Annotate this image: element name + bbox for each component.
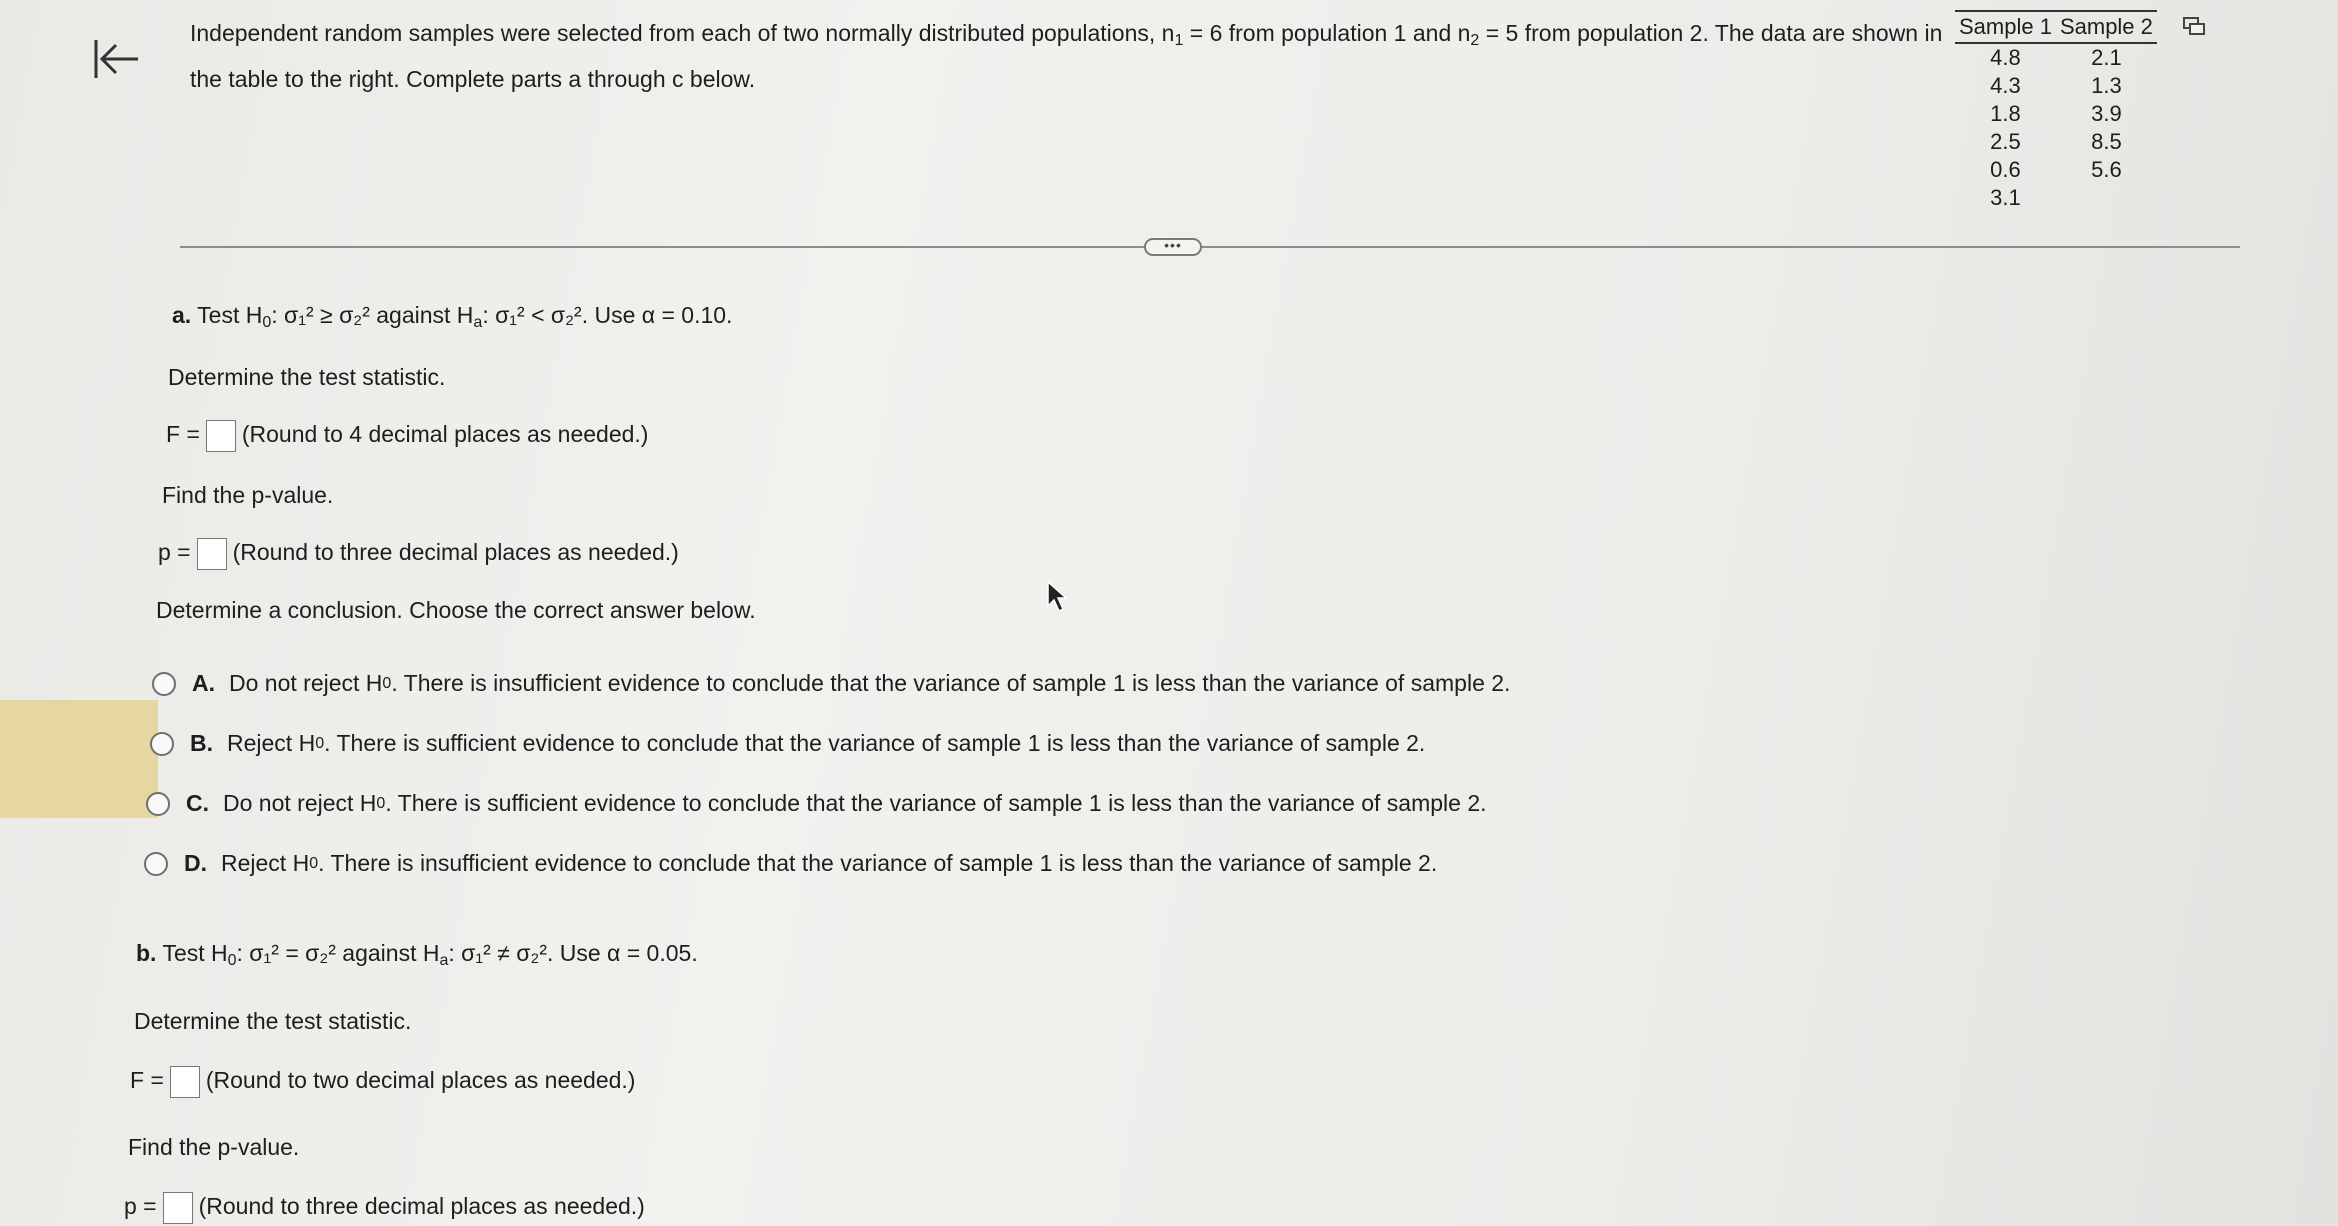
table-cell: 3.1 — [1990, 185, 2021, 210]
part-a-find-p: Find the p-value. — [162, 482, 334, 508]
part-a-ha-expression: : σ₁² < σ₂². Use α = 0.10. — [482, 302, 733, 328]
back-icon[interactable] — [90, 34, 144, 84]
option-d[interactable] — [144, 850, 1437, 877]
intro-text-3: = 5 from population 2. The data are shown in — [1479, 20, 1943, 46]
intro-text-1: Independent random samples were selected from each of two normally distributed populations, n — [190, 20, 1175, 46]
f-label: F = — [130, 1067, 164, 1094]
part-b-ha-expression: : σ₁² ≠ σ₂². Use α = 0.05. — [448, 940, 698, 966]
f-hint: (Round to 4 decimal places as needed.) — [241, 421, 649, 448]
f-hint: (Round to two decimal places as needed.) — [205, 1067, 636, 1094]
part-b-question — [136, 940, 698, 970]
ha-subscript: a — [439, 952, 449, 969]
option-text-pre: Do not reject H — [229, 670, 383, 696]
part-a-p-input[interactable] — [197, 538, 227, 570]
option-subscript: 0 — [309, 854, 319, 872]
table-cell: 4.8 — [1990, 45, 2021, 70]
p-label: p = — [124, 1193, 157, 1220]
n2-subscript: 2 — [1470, 32, 1480, 49]
n1-subscript: 1 — [1174, 32, 1184, 49]
part-a-f-input[interactable] — [206, 420, 236, 452]
option-c[interactable] — [146, 790, 1487, 817]
part-a-label: a. — [172, 302, 192, 328]
option-subscript: 0 — [376, 794, 386, 812]
copy-table-icon[interactable] — [2182, 16, 2206, 38]
intro-text-line2: the table to the right. Complete parts a through c below. — [190, 66, 756, 92]
option-letter: A. — [192, 670, 215, 696]
header-sample-2: Sample 2 — [2056, 11, 2157, 43]
part-a-test-text: Test H — [197, 302, 263, 328]
option-text-post: . There is insufficient evidence to conclude that the variance of sample 1 is less than the variance of sample 2. — [391, 670, 1511, 696]
intro-text-2: = 6 from population 1 and n — [1183, 20, 1471, 46]
option-text-post: . There is sufficient evidence to conclude that the variance of sample 1 is less than the variance of sample 2. — [324, 730, 1426, 756]
option-text-pre: Do not reject H — [223, 790, 377, 816]
section-divider — [180, 246, 2240, 248]
table-cell: 3.9 — [2091, 101, 2122, 126]
option-a[interactable] — [152, 670, 1510, 697]
part-a-p-row — [158, 538, 679, 570]
table-row — [1955, 72, 2157, 100]
ha-subscript: a — [473, 314, 483, 331]
header-sample-1: Sample 1 — [1955, 11, 2056, 43]
h0-subscript: 0 — [262, 314, 272, 331]
option-text-pre: Reject H — [227, 730, 316, 756]
table-row — [1955, 100, 2157, 128]
radio-option-d[interactable] — [144, 852, 168, 876]
part-b-find-p: Find the p-value. — [128, 1134, 300, 1160]
option-text-post: . There is insufficient evidence to conclude that the variance of sample 1 is less than the variance of sample 2. — [318, 850, 1438, 876]
option-letter: D. — [184, 850, 207, 876]
left-highlight-bar — [0, 700, 158, 818]
mouse-pointer-icon — [1046, 580, 1068, 614]
table-row — [1955, 184, 2157, 212]
p-hint: (Round to three decimal places as needed.) — [232, 539, 679, 566]
part-a-question — [172, 302, 732, 332]
table-cell: 0.6 — [1990, 157, 2021, 182]
h0-subscript: 0 — [227, 952, 237, 969]
part-b-f-row — [130, 1066, 635, 1098]
problem-intro — [190, 14, 1970, 98]
part-a-conclusion-prompt: Determine a conclusion. Choose the correct answer below. — [156, 597, 756, 623]
option-letter: B. — [190, 730, 213, 756]
part-b-p-row — [124, 1192, 645, 1224]
expand-dots-button[interactable]: ••• — [1144, 238, 1202, 256]
table-row — [1955, 156, 2157, 184]
sample-data-table — [1955, 10, 2157, 212]
part-b-test-text: Test H — [162, 940, 228, 966]
part-a-h0-expression: : σ₁² ≥ σ₂² against H — [271, 302, 474, 328]
p-hint: (Round to three decimal places as needed.) — [198, 1193, 645, 1220]
table-cell: 5.6 — [2091, 157, 2122, 182]
radio-option-b[interactable] — [150, 732, 174, 756]
option-subscript: 0 — [315, 734, 325, 752]
table-cell: 4.3 — [1990, 73, 2021, 98]
table-cell: 8.5 — [2091, 129, 2122, 154]
f-label: F = — [166, 421, 200, 448]
radio-option-a[interactable] — [152, 672, 176, 696]
table-row — [1955, 128, 2157, 156]
option-subscript: 0 — [382, 674, 392, 692]
part-a-f-row — [166, 420, 648, 452]
part-a-determine-statistic: Determine the test statistic. — [168, 364, 446, 390]
p-label: p = — [158, 539, 191, 566]
option-b[interactable] — [150, 730, 1425, 757]
option-text-post: . There is sufficient evidence to conclude that the variance of sample 1 is less than the variance of sample 2. — [385, 790, 1487, 816]
table-cell: 2.5 — [1990, 129, 2021, 154]
table-cell: 1.8 — [1990, 101, 2021, 126]
part-b-f-input[interactable] — [170, 1066, 200, 1098]
table-row — [1955, 43, 2157, 72]
option-text-pre: Reject H — [221, 850, 310, 876]
option-letter: C. — [186, 790, 209, 816]
table-cell: 2.1 — [2091, 45, 2122, 70]
part-b-p-input[interactable] — [163, 1192, 193, 1224]
part-b-determine-statistic: Determine the test statistic. — [134, 1008, 412, 1034]
radio-option-c[interactable] — [146, 792, 170, 816]
part-b-label: b. — [136, 940, 157, 966]
part-b-h0-expression: : σ₁² = σ₂² against H — [236, 940, 440, 966]
table-cell: 1.3 — [2091, 73, 2122, 98]
table-cell — [2056, 184, 2157, 212]
